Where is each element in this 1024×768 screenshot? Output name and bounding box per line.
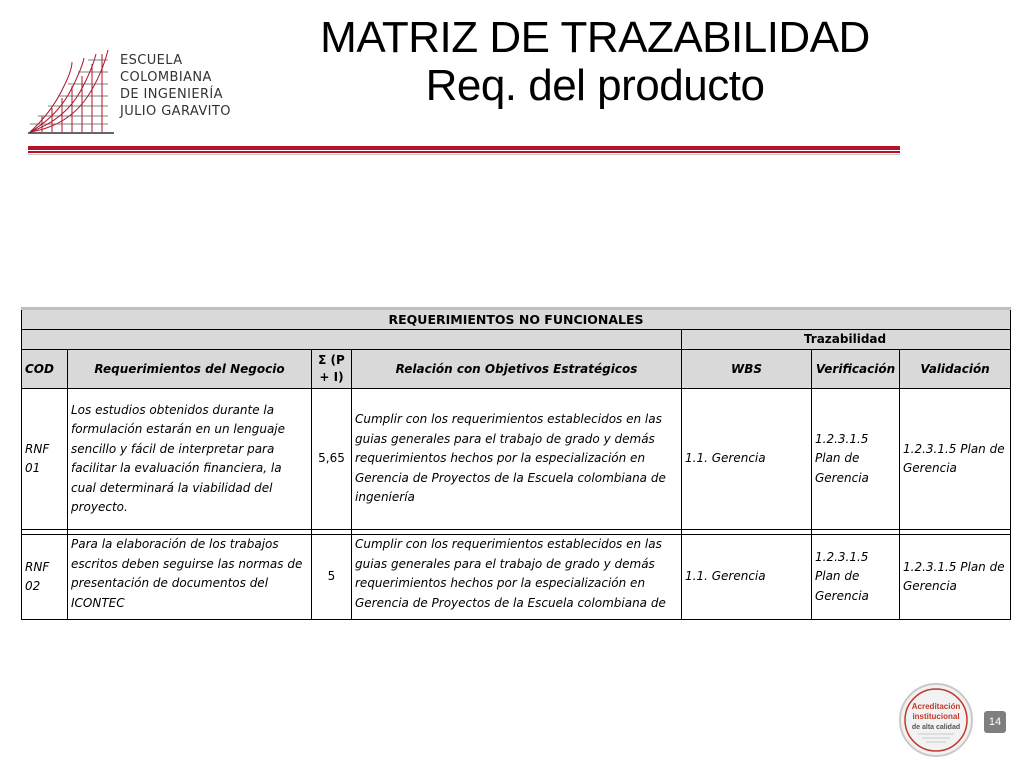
- title-line-2: Req. del producto: [425, 61, 765, 110]
- cell-validacion: 1.2.3.1.5 Plan de Gerencia: [900, 535, 1011, 620]
- logo-wordmark: [120, 52, 231, 120]
- slide-title: [300, 14, 890, 110]
- logo-grid-icon: [28, 46, 114, 138]
- cell-sigma: 5,65: [312, 389, 352, 530]
- cell-requerimiento: Para la elaboración de los trabajos escritos deben seguirse las normas de presentación de documentos del ICONTEC: [68, 535, 312, 620]
- cell-wbs: 1.1. Gerencia: [682, 389, 812, 530]
- trazabilidad-header: Trazabilidad: [682, 330, 1011, 350]
- university-logo: [28, 46, 268, 138]
- seal-line-1: Acreditación: [911, 702, 961, 711]
- traceability-table: [21, 307, 1011, 620]
- cell-relacion: Cumplir con los requerimientos establecidos en las guias generales para el trabajo de grado y demás requerimientos hechos por la especialización en Gerencia de Proyectos de la Escuela colombiana de ingeniería: [352, 389, 682, 530]
- cell-verificacion: 1.2.3.1.5 Plan de Gerencia: [812, 389, 900, 530]
- cell-wbs: 1.1. Gerencia: [682, 535, 812, 620]
- col-header-requerimiento: Requerimientos del Negocio: [68, 350, 312, 389]
- table-row: [22, 535, 1011, 620]
- logo-line: COLOMBIANA: [120, 70, 212, 85]
- page-number: 14: [984, 711, 1006, 733]
- col-header-verificacion: Verificación: [812, 350, 900, 389]
- header-blank: [22, 330, 682, 350]
- col-header-sigma: Σ (P + I): [312, 350, 352, 389]
- accreditation-seal-icon: [898, 682, 974, 758]
- cell-verificacion: 1.2.3.1.5 Plan de Gerencia: [812, 535, 900, 620]
- table-row: [22, 389, 1011, 530]
- logo-line: DE INGENIERÍA: [120, 87, 223, 102]
- header-divider: [28, 146, 900, 155]
- logo-line: JULIO GARAVITO: [120, 104, 231, 119]
- col-header-validacion: Validación: [900, 350, 1011, 389]
- cell-requerimiento: Los estudios obtenidos durante la formulación estarán en un lenguaje sencillo y fácil de interpretar para facilitar la evaluación financiera, la cual determinará la viabilidad del proyecto.: [68, 389, 312, 530]
- seal-line-3: de alta calidad: [911, 724, 961, 731]
- table-caption: REQUERIMIENTOS NO FUNCIONALES: [22, 309, 1011, 330]
- cell-sigma: 5: [312, 535, 352, 620]
- col-header-relacion: Relación con Objetivos Estratégicos: [352, 350, 682, 389]
- col-header-wbs: WBS: [682, 350, 812, 389]
- title-line-1: MATRIZ DE TRAZABILIDAD: [320, 13, 870, 62]
- col-header-cod: COD: [22, 350, 68, 389]
- cell-cod: RNF 02: [22, 535, 68, 620]
- cell-relacion: Cumplir con los requerimientos establecidos en las guias generales para el trabajo de grado y demás requerimientos hechos por la especialización en Gerencia de Proyectos de la Escuela colombiana de: [352, 535, 682, 620]
- cell-cod: RNF 01: [22, 389, 68, 530]
- cell-validacion: 1.2.3.1.5 Plan de Gerencia: [900, 389, 1011, 530]
- seal-line-2: institucional: [912, 712, 960, 721]
- logo-line: ESCUELA: [120, 53, 183, 68]
